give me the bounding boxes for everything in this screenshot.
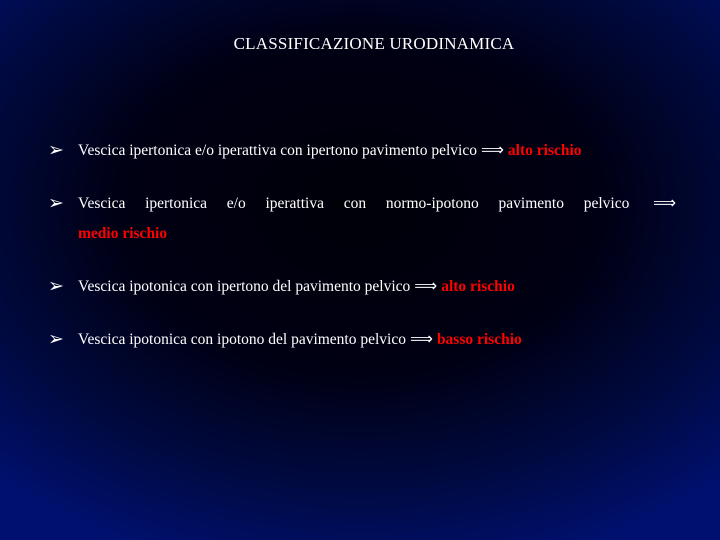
risk-label: medio rischio <box>78 225 168 242</box>
implies-arrow-icon: ⟹ <box>480 140 504 159</box>
risk-label: alto rischio <box>441 278 515 295</box>
bullet-text: Vescica ipertonica e/o iperattiva con ipertono pavimento pelvico <box>78 142 477 159</box>
risk-label: alto rischio <box>507 142 582 159</box>
implies-arrow-icon: ⟹ <box>653 193 676 212</box>
slide-title: CLASSIFICAZIONE URODINAMICA <box>233 34 515 53</box>
triangle-arrow-bullet-icon: ➢ <box>48 275 64 297</box>
triangle-arrow-bullet-icon: ➢ <box>48 328 64 350</box>
bullet-item <box>48 185 680 252</box>
bullet-text: Vescica ipertonica e/o iperattiva con normo-ipotono pavimento pelvico <box>78 195 630 212</box>
triangle-arrow-bullet-icon: ➢ <box>48 139 64 161</box>
bullet-line <box>78 185 680 222</box>
implies-arrow-icon: ⟹ <box>410 329 433 348</box>
bullet-item <box>48 132 680 169</box>
risk-label: basso rischio <box>436 331 522 348</box>
implies-arrow-icon: ⟹ <box>414 276 438 295</box>
bullet-item <box>48 321 680 358</box>
bullet-text: Vescica ipotonica con ipotono del pavimento pelvico <box>78 331 406 348</box>
triangle-arrow-bullet-icon: ➢ <box>48 192 64 214</box>
bullet-item <box>48 268 680 305</box>
bullet-list <box>48 132 680 374</box>
bullet-text: Vescica ipotonica con ipertono del pavimento pelvico <box>78 278 411 295</box>
